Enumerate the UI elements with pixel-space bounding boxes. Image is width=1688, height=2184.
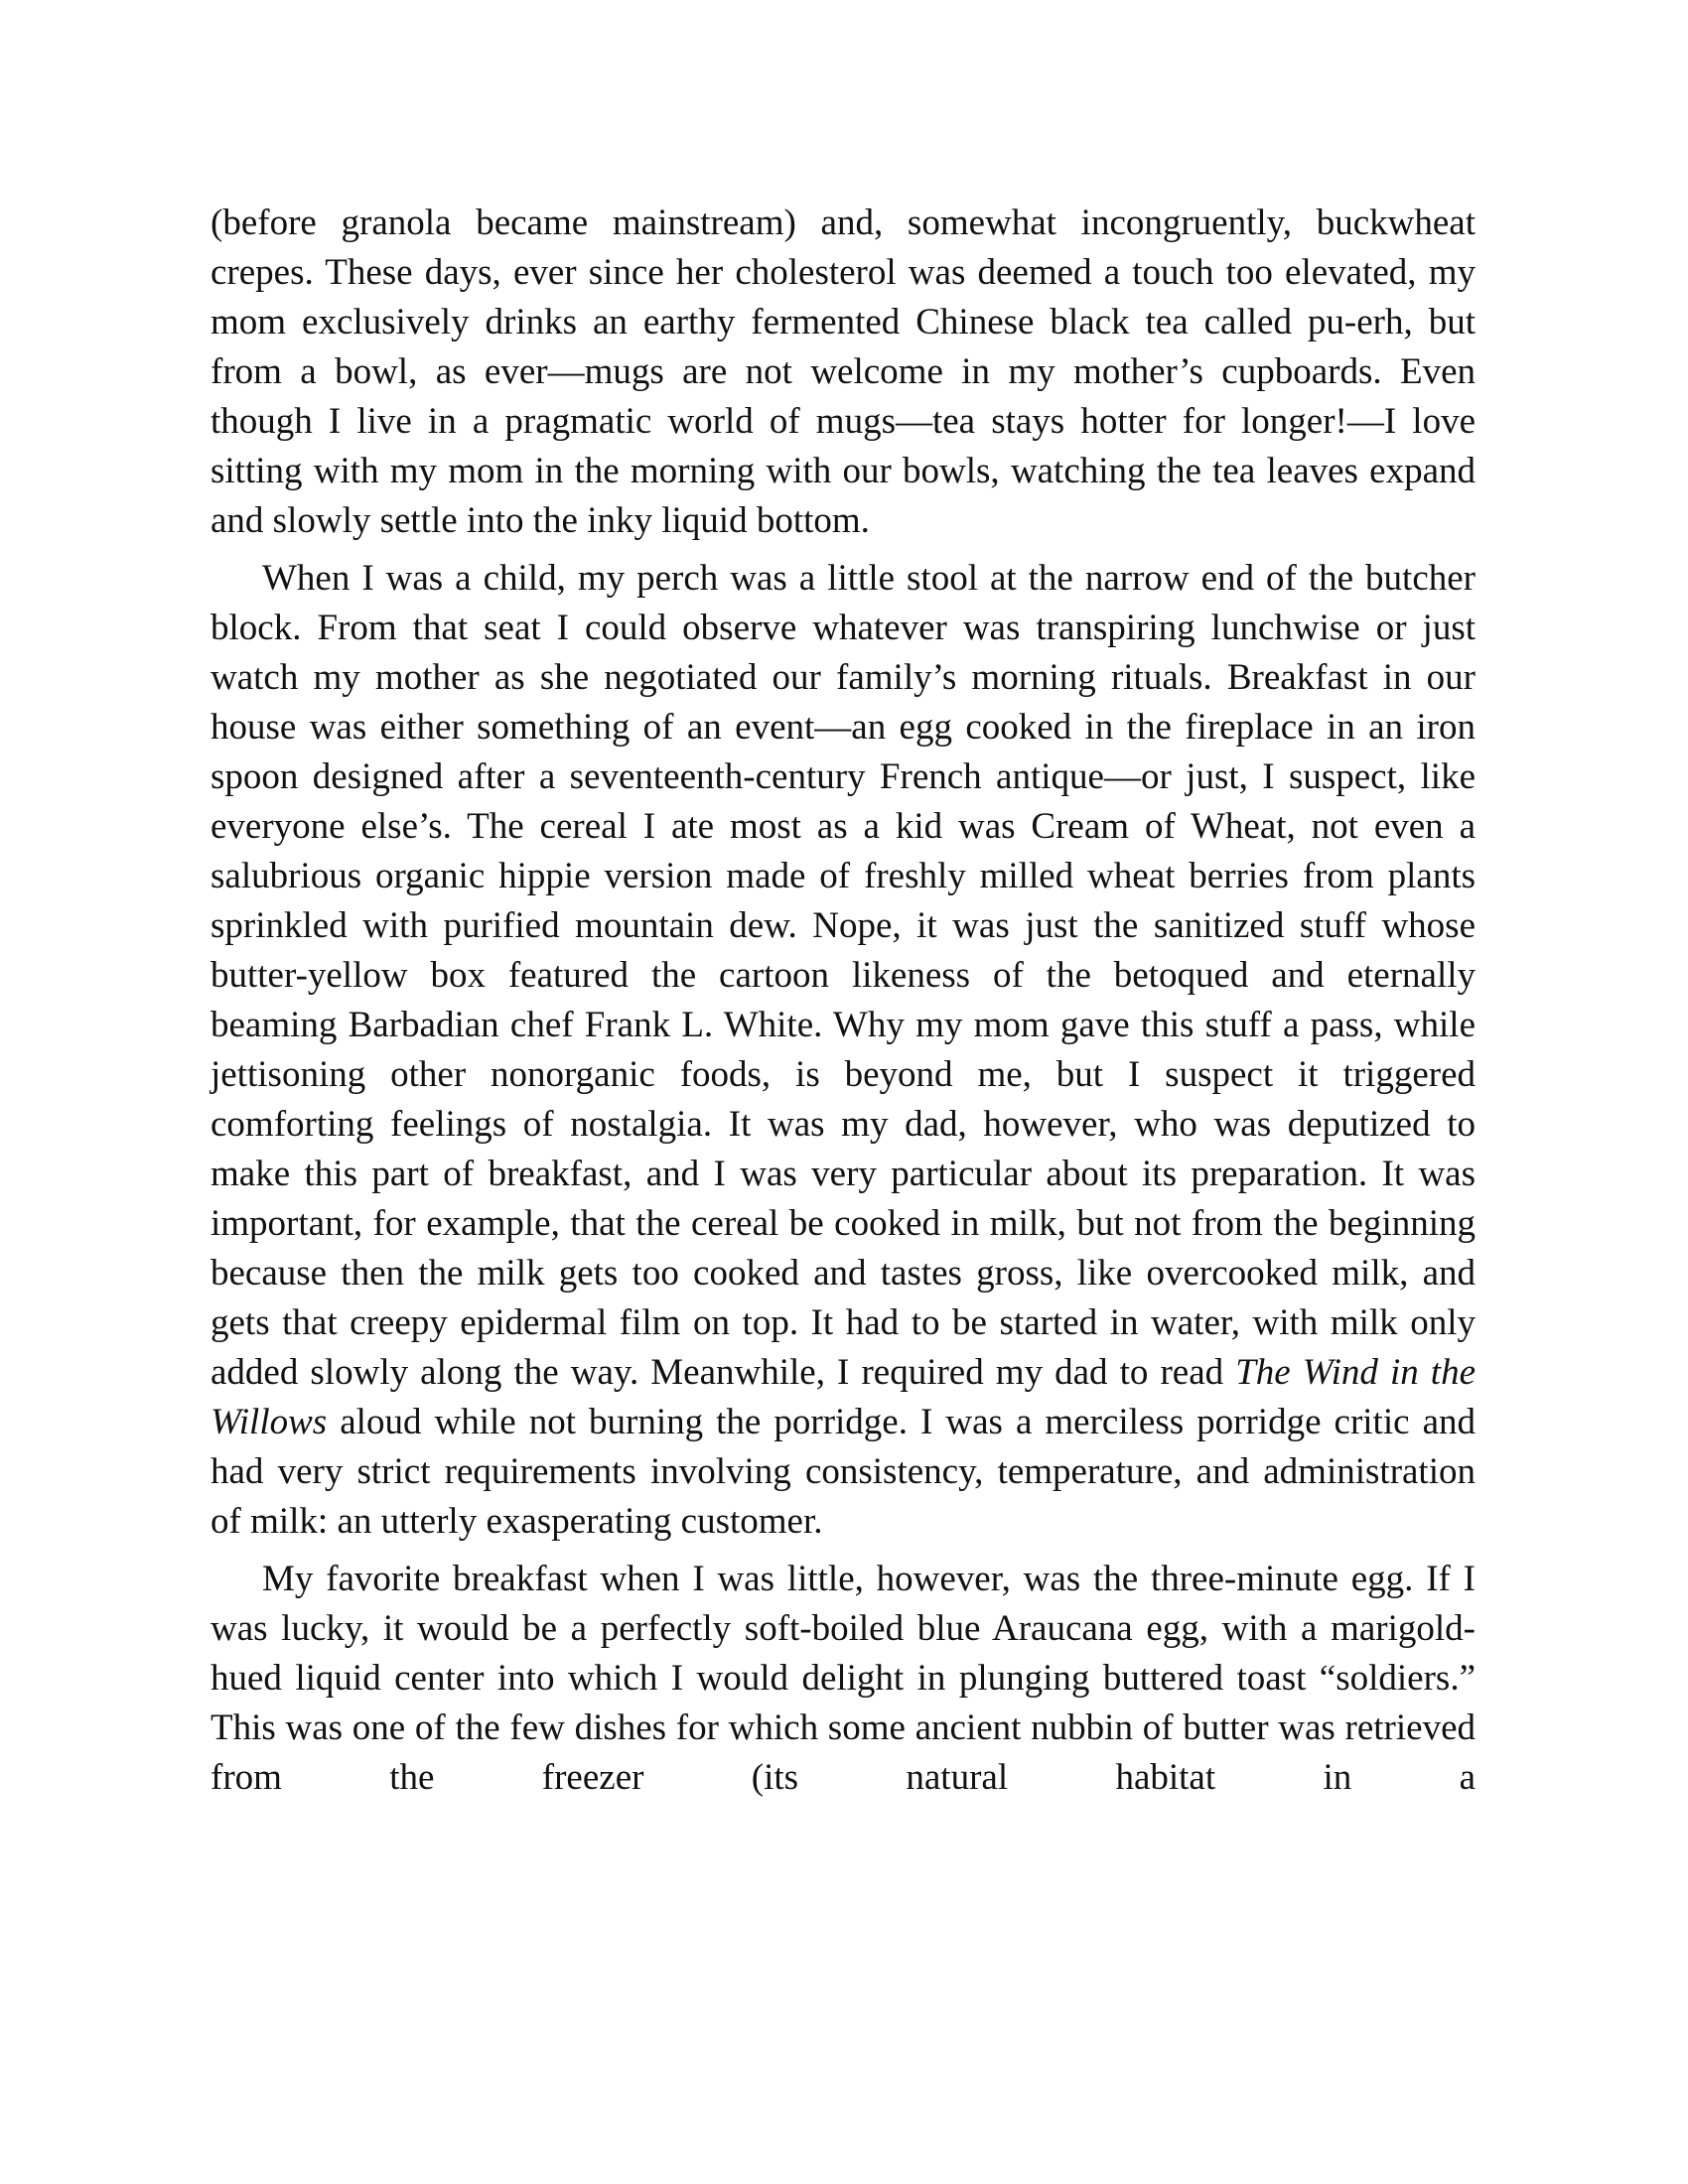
- paragraph-1-text: (before granola became mainstream) and, somewhat incongruently, buckwheat crepes. These days, ever since her cholesterol was deemed a touch too elevated, my mom exclusively drinks an earthy fermented Chinese black tea called pu-erh, but from a bowl, as ever—mugs are not welcome in my mother’s cupboards. Even though I live in a pragmatic world of mugs—tea stays hotter for longer!—I love sitting with my mom in the morning with our bowls, watching the tea leaves expand and slowly settle into the inky liquid bottom.: [211, 203, 1476, 541]
- paragraph-1: [211, 199, 1476, 546]
- paragraph-2-text-after-title: aloud while not burning the porridge. I was a merciless porridge critic and had very strict requirements involving consistency, temperature, and administration of milk: an utterly exasperating customer.: [211, 1402, 1476, 1542]
- paragraph-2-text-before-title: When I was a child, my perch was a little stool at the narrow end of the butcher block. From that seat I could observe whatever was transpiring lunchwise or just watch my mother as she negotiated our family’s morning rituals. Breakfast in our house was either something of an event—an egg cooked in the fireplace in an iron spoon designed after a seventeenth-century French antique—or just, I suspect, like everyone else’s. The cereal I ate most as a kid was Cream of Wheat, not even a salubrious organic hippie version made of freshly milled wheat berries from plants sprinkled with purified mountain dew. Nope, it was just the sanitized stuff whose butter-yellow box featured the cartoon likeness of the betoqued and eternally beaming Barbadian chef Frank L. White. Why my mom gave this stuff a pass, while jettisoning other nonorganic foods, is beyond me, but I suspect it triggered comforting feelings of nostalgia. It was my dad, however, who was deputized to make this part of breakfast, and I was very particular about its preparation. It was important, for example, that the cereal be cooked in milk, but not from the beginning because then the milk gets too cooked and tastes gross, like overcooked milk, and gets that creepy epidermal film on top. It had to be started in water, with milk only added slowly along the way. Meanwhile, I required my dad to read: [211, 558, 1476, 1393]
- book-page-body: [211, 199, 1476, 1803]
- paragraph-2: [211, 554, 1476, 1547]
- paragraph-3: [211, 1555, 1476, 1803]
- book-title-italic: The Wind in the Willows: [211, 1352, 1476, 1442]
- paragraph-3-text: My favorite breakfast when I was little, however, was the three-minute egg. If I was lucky, it would be a perfectly soft-boiled blue Araucana egg, with a marigold-hued liquid center into which I would delight in plunging buttered toast “soldiers.” This was one of the few dishes for which some ancient nubbin of butter was retrieved from the freezer (its natural habitat in a: [211, 1559, 1476, 1798]
